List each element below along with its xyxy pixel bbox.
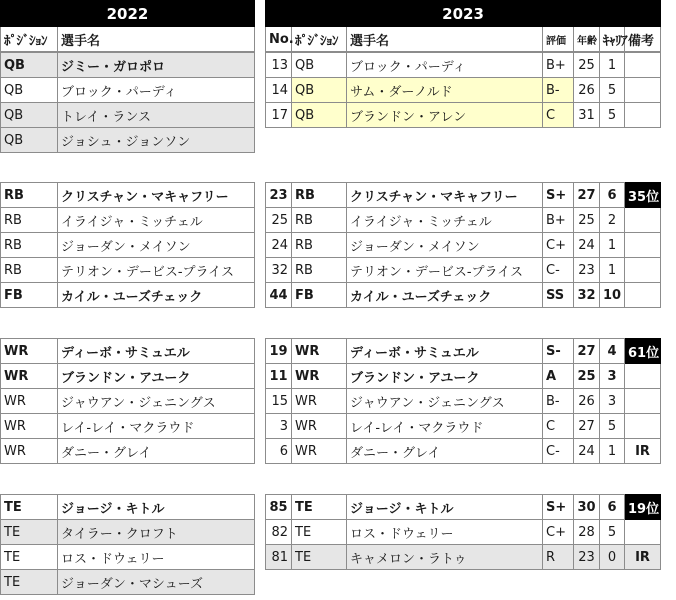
jersey-number-cell: 13 <box>266 53 292 78</box>
position-cell: QB <box>292 78 347 103</box>
player-name-column-header: 選手名 <box>347 27 543 52</box>
jersey-number-cell: 17 <box>266 103 292 128</box>
grade-cell: C <box>543 414 574 439</box>
player-name-cell: ジョージ・キトル <box>58 495 255 520</box>
jersey-number-cell: 25 <box>266 208 292 233</box>
player-name-cell: ロス・ドウェリー <box>347 520 543 545</box>
position-column-header: ﾎﾟｼﾞｼｮﾝ <box>1 27 58 52</box>
age-cell: 25 <box>574 208 600 233</box>
left-group-1 <box>0 182 255 308</box>
career-cell: 1 <box>600 258 625 283</box>
position-cell: QB <box>1 53 58 78</box>
position-cell: TE <box>292 545 347 570</box>
jersey-number-cell: 24 <box>266 233 292 258</box>
table-row <box>266 545 661 570</box>
note-cell <box>625 78 661 103</box>
table-row <box>1 439 255 464</box>
table-row <box>266 233 661 258</box>
player-name-cell: ジョーダン・マシューズ <box>58 570 255 595</box>
jersey-number-cell: 19 <box>266 339 292 364</box>
career-cell: 6 <box>600 183 625 208</box>
grade-cell: C+ <box>543 233 574 258</box>
note-cell <box>625 103 661 128</box>
number-column-header: No. <box>266 27 292 52</box>
player-name-cell: キャメロン・ラトゥ <box>347 545 543 570</box>
jersey-number-cell: 85 <box>266 495 292 520</box>
grade-cell: SS <box>543 283 574 308</box>
player-name-cell: ジョーダン・メイソン <box>58 233 255 258</box>
player-name-cell: トレイ・ランス <box>58 103 255 128</box>
right-group-2 <box>265 338 661 464</box>
grade-cell: S+ <box>543 495 574 520</box>
position-cell: WR <box>1 339 58 364</box>
right-group-3 <box>265 494 661 570</box>
ranking-badge: 61位 <box>625 339 661 364</box>
table-row <box>266 364 661 389</box>
table-row <box>1 283 255 308</box>
age-cell: 30 <box>574 495 600 520</box>
right-header-table <box>265 0 661 52</box>
player-name-cell: ディーボ・サミュエル <box>58 339 255 364</box>
position-column-header: ﾎﾟｼﾞｼｮﾝ <box>292 27 347 52</box>
table-row <box>266 53 661 78</box>
jersey-number-cell: 15 <box>266 389 292 414</box>
left-group-0 <box>0 52 255 153</box>
player-name-cell: ジョーダン・メイソン <box>347 233 543 258</box>
player-name-cell: ロス・ドウェリー <box>58 545 255 570</box>
ranking-badge: 35位 <box>625 183 661 208</box>
player-name-cell: テリオン・デービス-プライス <box>347 258 543 283</box>
table-row <box>1 183 255 208</box>
position-cell: WR <box>1 389 58 414</box>
career-column-header: ｷｬﾘｱ <box>600 27 625 52</box>
position-cell: WR <box>292 389 347 414</box>
player-name-cell: ダニー・グレイ <box>347 439 543 464</box>
jersey-number-cell: 11 <box>266 364 292 389</box>
jersey-number-cell: 82 <box>266 520 292 545</box>
position-cell: RB <box>292 258 347 283</box>
table-row <box>266 283 661 308</box>
table-row <box>1 570 255 595</box>
grade-column-header: 評価 <box>543 27 574 52</box>
grade-cell: C- <box>543 439 574 464</box>
player-name-cell: イライジャ・ミッチェル <box>347 208 543 233</box>
age-cell: 23 <box>574 545 600 570</box>
career-cell: 3 <box>600 364 625 389</box>
position-cell: TE <box>1 495 58 520</box>
table-row <box>1 233 255 258</box>
player-name-cell: ジミー・ガロポロ <box>58 53 255 78</box>
grade-cell: C+ <box>543 520 574 545</box>
grade-cell: S+ <box>543 183 574 208</box>
age-cell: 27 <box>574 183 600 208</box>
table-row <box>266 439 661 464</box>
position-cell: TE <box>292 495 347 520</box>
player-name-cell: カイル・ユーズチェック <box>58 283 255 308</box>
left-group-3 <box>0 494 255 595</box>
ranking-badge: 19位 <box>625 495 661 520</box>
age-cell: 26 <box>574 389 600 414</box>
position-cell: RB <box>292 183 347 208</box>
table-row <box>266 389 661 414</box>
grade-cell: B- <box>543 78 574 103</box>
player-name-cell: テリオン・デービス-プライス <box>58 258 255 283</box>
age-cell: 24 <box>574 439 600 464</box>
jersey-number-cell: 81 <box>266 545 292 570</box>
age-column-header: 年齢 <box>574 27 600 52</box>
position-cell: RB <box>292 233 347 258</box>
grade-cell: A <box>543 364 574 389</box>
table-row <box>1 364 255 389</box>
table-row <box>266 103 661 128</box>
note-cell <box>625 364 661 389</box>
table-row <box>266 208 661 233</box>
career-cell: 3 <box>600 389 625 414</box>
grade-cell: S- <box>543 339 574 364</box>
table-row <box>1 339 255 364</box>
position-cell: FB <box>292 283 347 308</box>
position-cell: WR <box>1 414 58 439</box>
age-cell: 31 <box>574 103 600 128</box>
table-row <box>1 53 255 78</box>
position-cell: FB <box>1 283 58 308</box>
table-row <box>1 495 255 520</box>
age-cell: 27 <box>574 414 600 439</box>
jersey-number-cell: 14 <box>266 78 292 103</box>
player-name-cell: ディーボ・サミュエル <box>347 339 543 364</box>
player-name-cell: ジャウアン・ジェニングス <box>347 389 543 414</box>
note-cell <box>625 520 661 545</box>
career-cell: 5 <box>600 520 625 545</box>
jersey-number-cell: 6 <box>266 439 292 464</box>
note-cell <box>625 389 661 414</box>
table-row <box>266 78 661 103</box>
player-name-cell: レイ-レイ・マクラウド <box>58 414 255 439</box>
year-2022-heading: 2022 <box>1 1 255 27</box>
position-cell: RB <box>1 183 58 208</box>
position-cell: WR <box>292 339 347 364</box>
table-row <box>1 414 255 439</box>
grade-cell: C- <box>543 258 574 283</box>
age-cell: 32 <box>574 283 600 308</box>
career-cell: 1 <box>600 53 625 78</box>
position-cell: WR <box>292 364 347 389</box>
note-cell <box>625 233 661 258</box>
jersey-number-cell: 23 <box>266 183 292 208</box>
table-row <box>1 208 255 233</box>
age-cell: 26 <box>574 78 600 103</box>
age-cell: 25 <box>574 53 600 78</box>
note-cell: IR <box>625 545 661 570</box>
player-name-cell: クリスチャン・マキャフリー <box>58 183 255 208</box>
player-name-cell: タイラー・クロフト <box>58 520 255 545</box>
position-cell: QB <box>1 103 58 128</box>
grade-cell: B+ <box>543 53 574 78</box>
table-row <box>266 183 661 208</box>
position-cell: QB <box>292 53 347 78</box>
jersey-number-cell: 32 <box>266 258 292 283</box>
table-row <box>1 128 255 153</box>
age-cell: 24 <box>574 233 600 258</box>
position-cell: TE <box>1 520 58 545</box>
table-row <box>1 520 255 545</box>
career-cell: 1 <box>600 439 625 464</box>
note-cell: IR <box>625 439 661 464</box>
position-cell: WR <box>1 364 58 389</box>
jersey-number-cell: 44 <box>266 283 292 308</box>
age-cell: 27 <box>574 339 600 364</box>
grade-cell: B+ <box>543 208 574 233</box>
grade-cell: R <box>543 545 574 570</box>
player-name-cell: イライジャ・ミッチェル <box>58 208 255 233</box>
position-cell: QB <box>292 103 347 128</box>
position-cell: WR <box>292 414 347 439</box>
player-name-cell: ジョージ・キトル <box>347 495 543 520</box>
career-cell: 10 <box>600 283 625 308</box>
note-cell <box>625 414 661 439</box>
age-cell: 23 <box>574 258 600 283</box>
note-cell <box>625 283 661 308</box>
table-row <box>1 103 255 128</box>
right-group-1 <box>265 182 661 308</box>
career-cell: 2 <box>600 208 625 233</box>
table-row <box>266 414 661 439</box>
position-cell: WR <box>292 439 347 464</box>
career-cell: 5 <box>600 78 625 103</box>
player-name-cell: ブランドン・アユーク <box>58 364 255 389</box>
position-cell: TE <box>292 520 347 545</box>
career-cell: 0 <box>600 545 625 570</box>
player-name-cell: ジャウアン・ジェニングス <box>58 389 255 414</box>
position-cell: QB <box>1 78 58 103</box>
grade-cell: C <box>543 103 574 128</box>
note-cell <box>625 53 661 78</box>
player-name-column-header: 選手名 <box>58 27 255 52</box>
table-row <box>266 339 661 364</box>
table-row <box>1 78 255 103</box>
table-row <box>1 389 255 414</box>
player-name-cell: ブランドン・アユーク <box>347 364 543 389</box>
age-cell: 25 <box>574 364 600 389</box>
position-cell: RB <box>1 258 58 283</box>
table-row <box>1 258 255 283</box>
player-name-cell: カイル・ユーズチェック <box>347 283 543 308</box>
position-cell: RB <box>292 208 347 233</box>
grade-cell: B- <box>543 389 574 414</box>
player-name-cell: ブロック・パーディ <box>58 78 255 103</box>
player-name-cell: サム・ダーノルド <box>347 78 543 103</box>
note-cell <box>625 258 661 283</box>
note-cell <box>625 208 661 233</box>
age-cell: 28 <box>574 520 600 545</box>
career-cell: 4 <box>600 339 625 364</box>
position-cell: RB <box>1 208 58 233</box>
player-name-cell: レイ-レイ・マクラウド <box>347 414 543 439</box>
career-cell: 5 <box>600 103 625 128</box>
career-cell: 6 <box>600 495 625 520</box>
right-group-0 <box>265 52 661 128</box>
left-group-2 <box>0 338 255 464</box>
position-cell: QB <box>1 128 58 153</box>
note-column-header: 備考 <box>625 27 661 52</box>
table-row <box>266 495 661 520</box>
position-cell: WR <box>1 439 58 464</box>
player-name-cell: クリスチャン・マキャフリー <box>347 183 543 208</box>
player-name-cell: ブロック・パーディ <box>347 53 543 78</box>
player-name-cell: ダニー・グレイ <box>58 439 255 464</box>
player-name-cell: ジョシュ・ジョンソン <box>58 128 255 153</box>
jersey-number-cell: 3 <box>266 414 292 439</box>
table-row <box>266 258 661 283</box>
position-cell: RB <box>1 233 58 258</box>
left-header-table <box>0 0 255 52</box>
position-cell: TE <box>1 545 58 570</box>
career-cell: 1 <box>600 233 625 258</box>
player-name-cell: ブランドン・アレン <box>347 103 543 128</box>
year-2023-heading: 2023 <box>266 1 661 27</box>
career-cell: 5 <box>600 414 625 439</box>
table-row <box>266 520 661 545</box>
position-cell: TE <box>1 570 58 595</box>
table-row <box>1 545 255 570</box>
